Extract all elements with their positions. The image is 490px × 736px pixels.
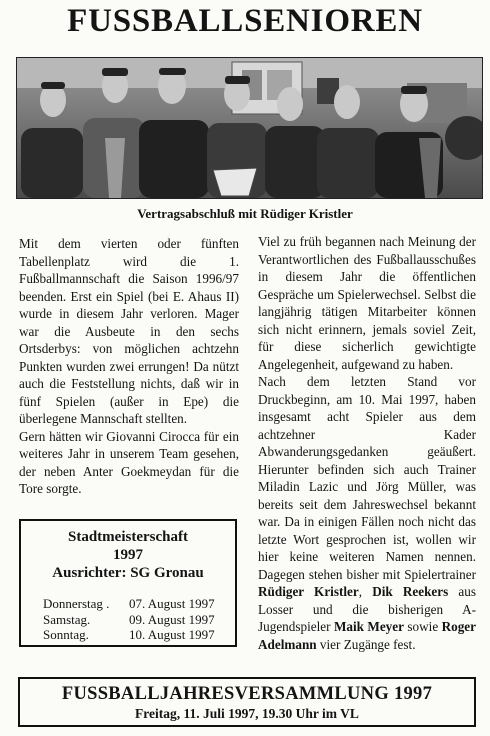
player-name: Dik Reekers <box>372 584 449 599</box>
left-paragraph-1: Mit dem vierten oder fünften Tabellenplatz wird die 1. Fußballmannschaft die Saison 1996/97 beenden. Erst ein Spiel (bei E. Ahaus II) wurde in diesem Jahr verloren. Mager war die Ausbeute in den sechs Ortsderbys: von möglichen achtzehn Punkten wurden zwei errungen! Da nützt auch die Feststellung nichts, daß wir in fünf Spielen (außer in Epe) die überlegene Mannschaft stellten. <box>19 236 239 426</box>
stadtmeisterschaft-box <box>19 519 237 647</box>
right-paragraph-1: Viel zu früh begannen nach Meinung der Verantwortlichen des Fußballausschußes in diesem Jahr die öffentlichen Gespräche um Spielerwechsel. Selbst die langjährig tätigen Mitarbeiter können sich nicht erinnern, jemals soviel Zeit, für diese sicherlich gewichtigte Angelegenheit, aufgewand zu haben. <box>258 234 476 372</box>
article-left-column <box>19 235 239 498</box>
date-row: Donnerstag . 07. August 1997 <box>43 596 215 611</box>
annual-meeting-box <box>18 677 476 727</box>
date-row: Sonntag. 10. August 1997 <box>43 627 215 642</box>
page-headline: FUSSBALLSENIOREN <box>67 3 423 39</box>
meeting-title: FUSSBALLJAHRESVERSAMMLUNG 1997 <box>61 684 433 704</box>
article-right-column <box>258 233 476 653</box>
box-year: 1997 <box>113 547 143 563</box>
box-host: Ausrichter: SG Gronau <box>52 565 204 581</box>
date-list <box>43 596 235 643</box>
player-name: Rüdiger Kristler <box>258 584 359 599</box>
player-name: Maik Meyer <box>333 619 404 634</box>
player-name: Roger Adelmann <box>258 619 477 652</box>
team-photo <box>16 57 483 199</box>
left-paragraph-2: Gern hätten wir Giovanni Cirocca für ein weiteres Jahr in unserem Team gesehen, der neben Anter Goekmeydan für die Tore sorgte. <box>19 428 239 496</box>
box-title: Stadtmeisterschaft <box>68 529 188 545</box>
photo-caption: Vertragsabschluß mit Rüdiger Kristler <box>137 206 353 221</box>
meeting-date: Freitag, 11. Juli 1997, 19.30 Uhr im VL <box>135 706 359 721</box>
right-paragraph-2: Nach dem letzten Stand vor Druckbeginn, am 10. Mai 1997, haben insgesamt acht Spieler aus dem achtzehner Kader Abwanderungsgedanken geäußert. Hierunter befinden sich auch Trainer Miladin Lazic und Jörg Müller, was bereits seit dem Jahreswechsel bekannt war. Da in einigen Fällen noch nicht das letzte Wort gesprochen ist, wollen wir hier keine weiteren Namen nennen. Dagegen stehen bisher mit Spielertrainer Rüdiger Kristler, Dik Reekers aus Losser und die bisherigen A-Jugendspieler Maik Meyer sowie Roger Adelmann vier Zugänge fest. <box>258 374 477 652</box>
date-row: Samstag. 09. August 1997 <box>43 611 215 627</box>
